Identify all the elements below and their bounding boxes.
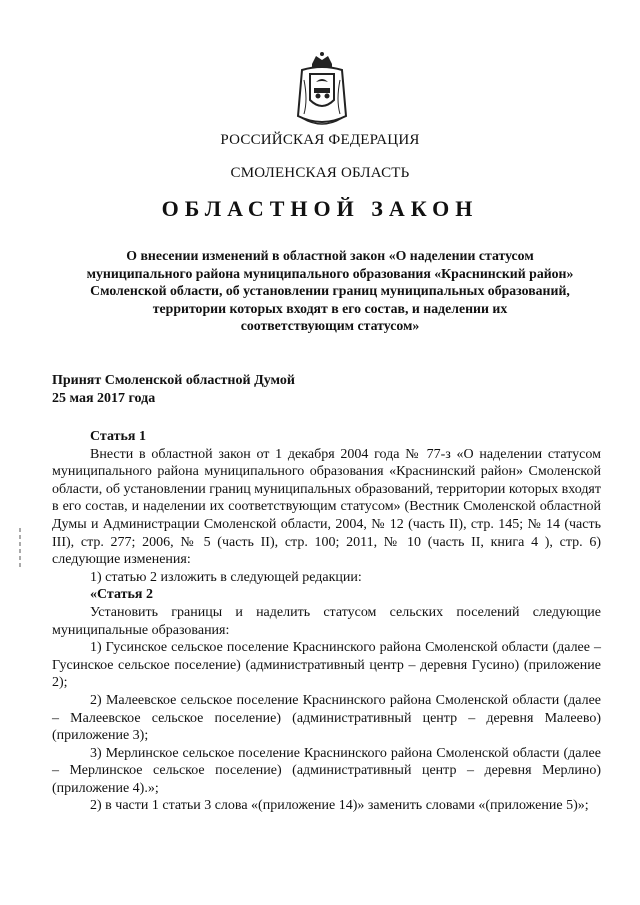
- title-line: О внесении изменений в областной закон «О наделении статусом: [126, 248, 534, 263]
- title-line: Смоленской области, об установлении границ муниципальных образований,: [90, 283, 570, 299]
- coat-of-arms-emblem: [294, 50, 350, 130]
- country-name: РОССИЙСКАЯ ФЕДЕРАЦИЯ: [220, 132, 420, 148]
- article-body: [52, 428, 601, 815]
- article-item: 2) в части 1 статьи 3 слова «(приложение 14)» заменить словами «(приложение 5)»;: [90, 798, 589, 814]
- quoted-sub-item: 3) Мерлинское сельское поселение Краснинского района Смоленской области (далее – Мерлинское сельское поселение) (административный центр – деревня Мерлино) (приложение 4).»;: [52, 745, 601, 796]
- quoted-article-heading: «Статья 2: [90, 587, 153, 603]
- title-line: территории которых входят в его состав, и наделении их: [152, 300, 508, 316]
- article-intro: Внести в областной закон от 1 декабря 2004 года № 77-з «О наделении статусом муниципального района муниципального образования «Краснинский район» Смоленской области, об установлении границ муниципальных образований, территории которых входят в его состав, и наделении их соответствующим статусом» (Вестник Смоленской областной Думы и Администрации Смоленской области, 2004, № 12 (часть II), стр. 145; № 14 (часть III), стр. 277; 2006, № 5 (часть II), стр. 100; 2011, № 10 (часть II, книга 4 ), стр. 6) следующие изменения:: [52, 446, 601, 568]
- document-type: ОБЛАСТНОЙ ЗАКОН: [161, 196, 479, 221]
- adoption-info: [52, 372, 295, 408]
- article-heading: Статья 1: [90, 429, 146, 444]
- article-item: 1) статью 2 изложить в следующей редакции:: [90, 569, 362, 585]
- title-line: соответствующим статусом»: [240, 318, 420, 334]
- adopted-by: Принят Смоленской областной Думой: [52, 373, 295, 388]
- quoted-article-intro: Установить границы и наделить статусом сельских поселений следующие муниципальные образования:: [52, 604, 601, 638]
- law-title: [60, 247, 600, 335]
- quoted-sub-item: 2) Малеевское сельское поселение Краснинского района Смоленской области (далее – Малеевское сельское поселение) (административный центр – деревня Малеево) (приложение 3);: [52, 692, 601, 744]
- quoted-sub-item: 1) Гусинское сельское поселение Краснинского района Смоленской области (далее – Гусинское сельское поселение) (административный центр – деревня Гусино) (приложение 2);: [52, 640, 601, 691]
- adoption-date: 25 мая 2017 года: [52, 391, 156, 406]
- title-line: муниципального района муниципального образования «Краснинский район»: [86, 265, 574, 281]
- region-name: СМОЛЕНСКАЯ ОБЛАСТЬ: [230, 165, 410, 181]
- margin-mark: [19, 528, 21, 568]
